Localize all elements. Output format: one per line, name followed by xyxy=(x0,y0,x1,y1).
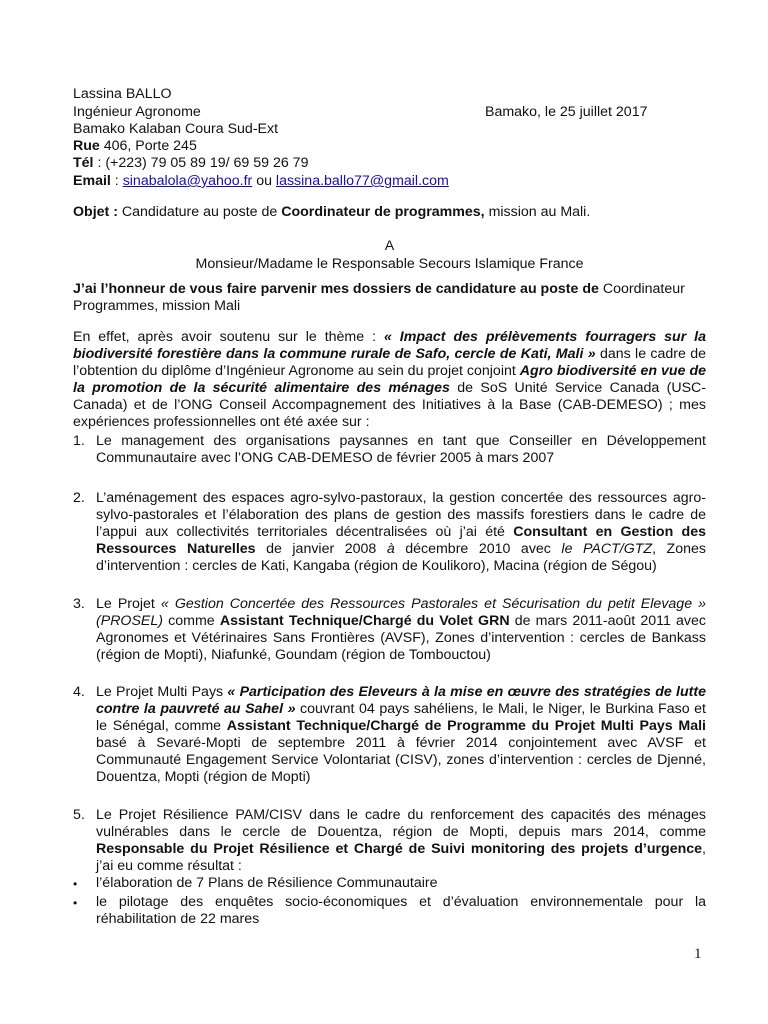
result-bullet-2: le pilotage des enquêtes socio-économiques et d’évaluation environnementale pour la réhabilitation de 22 mares xyxy=(96,894,706,927)
para-text-2: dans le cadre de l’obtention du diplôme d’Ingénieur Agronome au sein du projet conjoint xyxy=(73,346,706,379)
item-text: comme xyxy=(163,613,220,629)
item-bold-italic: « Participation des Eleveurs à la mise en œuvre des stratégies de lutte contre la pauvreté au Sahel » xyxy=(96,684,706,717)
item-number: 4. xyxy=(73,684,85,700)
item-text: de mars 2011-août 2011 avec Agronomes et Vétérinaires Sans Frontières (AVSF), Zones d’intervention : cercles de Bankass (région de Mopti), Niafunké, Goundam (région de Tombouctou) xyxy=(96,613,707,663)
place-date: Bamako, le 25 juillet 2017 xyxy=(485,104,648,120)
item-number: 2. xyxy=(73,490,85,506)
item-text: Le Projet xyxy=(96,596,161,612)
objet-line xyxy=(73,204,590,221)
project-name: Agro biodiversité en vue de la promotion de la sécurité alimentaire des ménages xyxy=(73,363,707,396)
email-separator: : xyxy=(110,173,123,189)
sender-email xyxy=(73,173,449,190)
item-italic: « Gestion Concertée des Ressources Pastorales et Sécurisation du petit Elevage » (PROSEL) xyxy=(96,596,707,629)
item-text: Le Projet Résilience PAM/CISV dans le cadre du renforcement des capacités des ménages vulnérables dans le cercle de Douentza, région de Mopti, depuis mars 2014, comme xyxy=(96,807,706,840)
experience-item-1: Le management des organisations paysannes en tant que Conseiller en Développement Communautaire avec l’ONG CAB-DEMESO de février 2005 à mars 2007 xyxy=(96,433,706,466)
email-link-yahoo[interactable]: sinabalola@yahoo.fr xyxy=(122,173,253,189)
item-number: 1. xyxy=(73,433,85,449)
rue-label: Rue xyxy=(73,138,100,154)
item-text: décembre 2010 avec xyxy=(394,541,562,557)
intro-rest: Coordinateur xyxy=(598,281,685,297)
recipient-line: Monsieur/Madame le Responsable Secours Islamique France xyxy=(195,256,584,272)
objet-text-1: Candidature au poste de xyxy=(117,204,282,220)
item-text: couvrant 04 pays sahéliens, le Mali, le Niger, le Burkina Faso et le Sénégal, comme xyxy=(96,701,706,734)
rue-value: 406, Porte 245 xyxy=(99,138,197,154)
item-text: Le Projet Multi Pays xyxy=(96,684,228,700)
item-role: Responsable du Projet Résilience et Chargé de Suivi monitoring des projets d’urgence xyxy=(96,841,703,857)
item-text: , j’ai eu comme résultat : xyxy=(96,841,706,874)
item-italic: le PACT/GTZ xyxy=(561,541,653,557)
result-bullet-1: l’élaboration de 7 Plans de Résilience Communautaire xyxy=(96,875,438,891)
intro-bold: J’ai l’honneur de vous faire parvenir mes dossiers de candidature au poste de xyxy=(73,281,599,297)
item-text: , Zones d’intervention : cercles de Kati, Kangaba (région de Koulikoro), Macina (région de Ségou) xyxy=(96,541,706,574)
objet-post: Coordinateur de programmes, xyxy=(281,204,485,220)
item-italic: à xyxy=(386,541,395,557)
email-link-gmail[interactable]: lassina.ballo77@gmail.com xyxy=(275,173,449,189)
item-number: 5. xyxy=(73,807,85,823)
email-label: Email xyxy=(73,173,111,189)
intro-line-2: Programmes, mission Mali xyxy=(73,298,241,314)
bullet-icon: • xyxy=(73,896,78,910)
sender-name: Lassina BALLO xyxy=(73,86,172,102)
para-text-3: de SoS Unité Service Canada (USC-Canada) et de l’ONG Conseil Accompagnement des Initiatives à la Base (CAB-DEMESO) ; mes expériences professionnelles ont été axée sur : xyxy=(73,380,706,430)
sender-rue xyxy=(73,138,197,155)
para-text-1: En effet, après avoir soutenu sur le thème : xyxy=(73,329,384,345)
sender-title: Ingénieur Agronome xyxy=(73,104,201,120)
tel-value: : (+223) 79 05 89 19/ 69 59 26 79 xyxy=(93,155,309,171)
item-number: 3. xyxy=(73,596,85,612)
page-number: 1 xyxy=(694,946,702,962)
objet-label: Objet : xyxy=(73,204,118,220)
item-text: L’aménagement des espaces agro-sylvo-pastoraux, la gestion concertée des ressources agro-sylvo-pastorales et l’élaboration des plans de gestion des massifs forestiers dans le cadre de l’appui aux collectivités territoriales décentralisées où j’ai été xyxy=(96,490,706,540)
bullet-icon: • xyxy=(73,877,78,891)
item-text: de janvier 2008 xyxy=(255,541,387,557)
objet-text-2: mission au Mali. xyxy=(484,204,591,220)
recipient-a: A xyxy=(384,238,395,254)
item-role: Assistant Technique/Chargé du Volet GRN xyxy=(219,613,510,629)
experience-item-5 xyxy=(96,807,706,875)
experience-item-2 xyxy=(96,490,706,575)
thesis-theme: « Impact des prélèvements fourragers sur la biodiversité forestière dans la commune rurale de Safo, cercle de Kati, Mali » xyxy=(73,329,706,362)
experience-item-3 xyxy=(96,596,706,664)
experience-item-4 xyxy=(96,684,706,786)
tel-label: Tél xyxy=(73,155,94,171)
main-paragraph xyxy=(73,329,706,431)
intro-line-1 xyxy=(73,281,685,298)
item-role: Assistant Technique/Chargé de Programme du Projet Multi Pays Mali xyxy=(226,718,706,734)
sender-tel xyxy=(73,155,308,172)
email-or: ou xyxy=(252,173,276,189)
item-text: basé à Sevaré-Mopti de septembre 2011 à février 2014 conjointement avec AVSF et Communauté Engagement Service Volontariat (CISV), zones d’intervention : cercles de Djenné, Douentza, Mopti (région de Mopti) xyxy=(96,735,706,785)
item-role: Consultant en Gestion des Ressources Naturelles xyxy=(96,524,706,557)
sender-address: Bamako Kalaban Coura Sud-Ext xyxy=(73,121,279,137)
